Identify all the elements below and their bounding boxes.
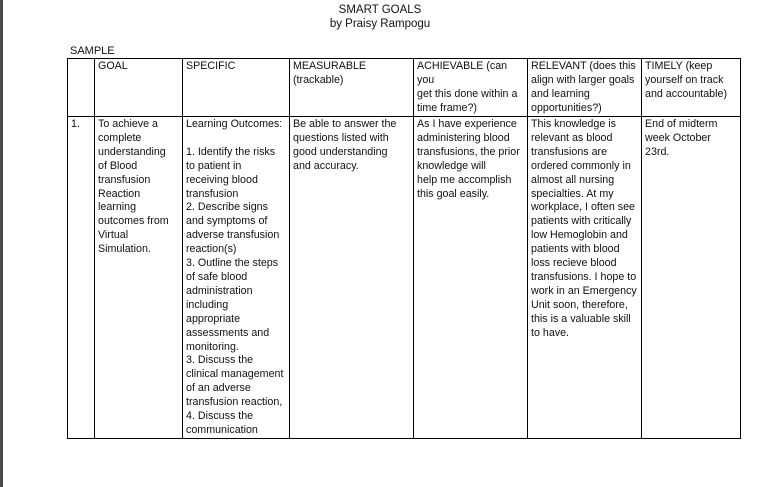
relevant-cell: This knowledge is relevant as blood transfusions are ordered commonly in almost all nursing specialties. At my workplace, I often see patients with critically low Hemoglobin and patients with blood loss recieve blood transfusions. I hope to work in an Emergency Unit soon, therefore, this is a valuable skill to have. [528,117,642,439]
row-number: 1. [68,117,95,439]
document-title: SMART GOALS [338,4,422,16]
goal-cell: To achieve a complete understanding of Blood transfusion Reaction learning outcomes from Virtual Simulation. [95,117,183,439]
specific-cell: Learning Outcomes: 1. Identify the risks to patient in receiving blood transfusion 2. Describe signs and symptoms of adverse transfusion reaction(s) 3. Outline the steps of safe blood administration including appropriate assessments and monitoring. 3. Discuss the clinical management of an adverse transfusion reaction, 4. Discuss the communication [183,117,290,439]
timely-cell: End of midterm week October 23rd. [642,117,741,439]
header-achievable: ACHIEVABLE (can you get this done within a time frame?) [414,59,528,117]
header-relevant: RELEVANT (does this align with larger goals and learning opportunities?) [528,59,642,117]
sample-label: SAMPLE [70,45,115,57]
header-goal: GOAL [95,59,183,117]
header-specific: SPECIFIC [183,59,290,117]
smart-goals-table [67,58,741,439]
page-left-edge [0,0,3,487]
header-row [68,59,741,117]
measurable-cell: Be able to answer the questions listed with good understanding and accuracy. [290,117,414,439]
header-timely: TIMELY (keep yourself on track and accountable) [642,59,741,117]
header-measurable: MEASURABLE (trackable) [290,59,414,117]
table-row [68,117,741,439]
achievable-cell: As I have experience administering blood transfusions, the prior knowledge will help me accomplish this goal easily. [414,117,528,439]
header-number [68,59,95,117]
document-author: by Praisy Rampogu [329,18,431,30]
